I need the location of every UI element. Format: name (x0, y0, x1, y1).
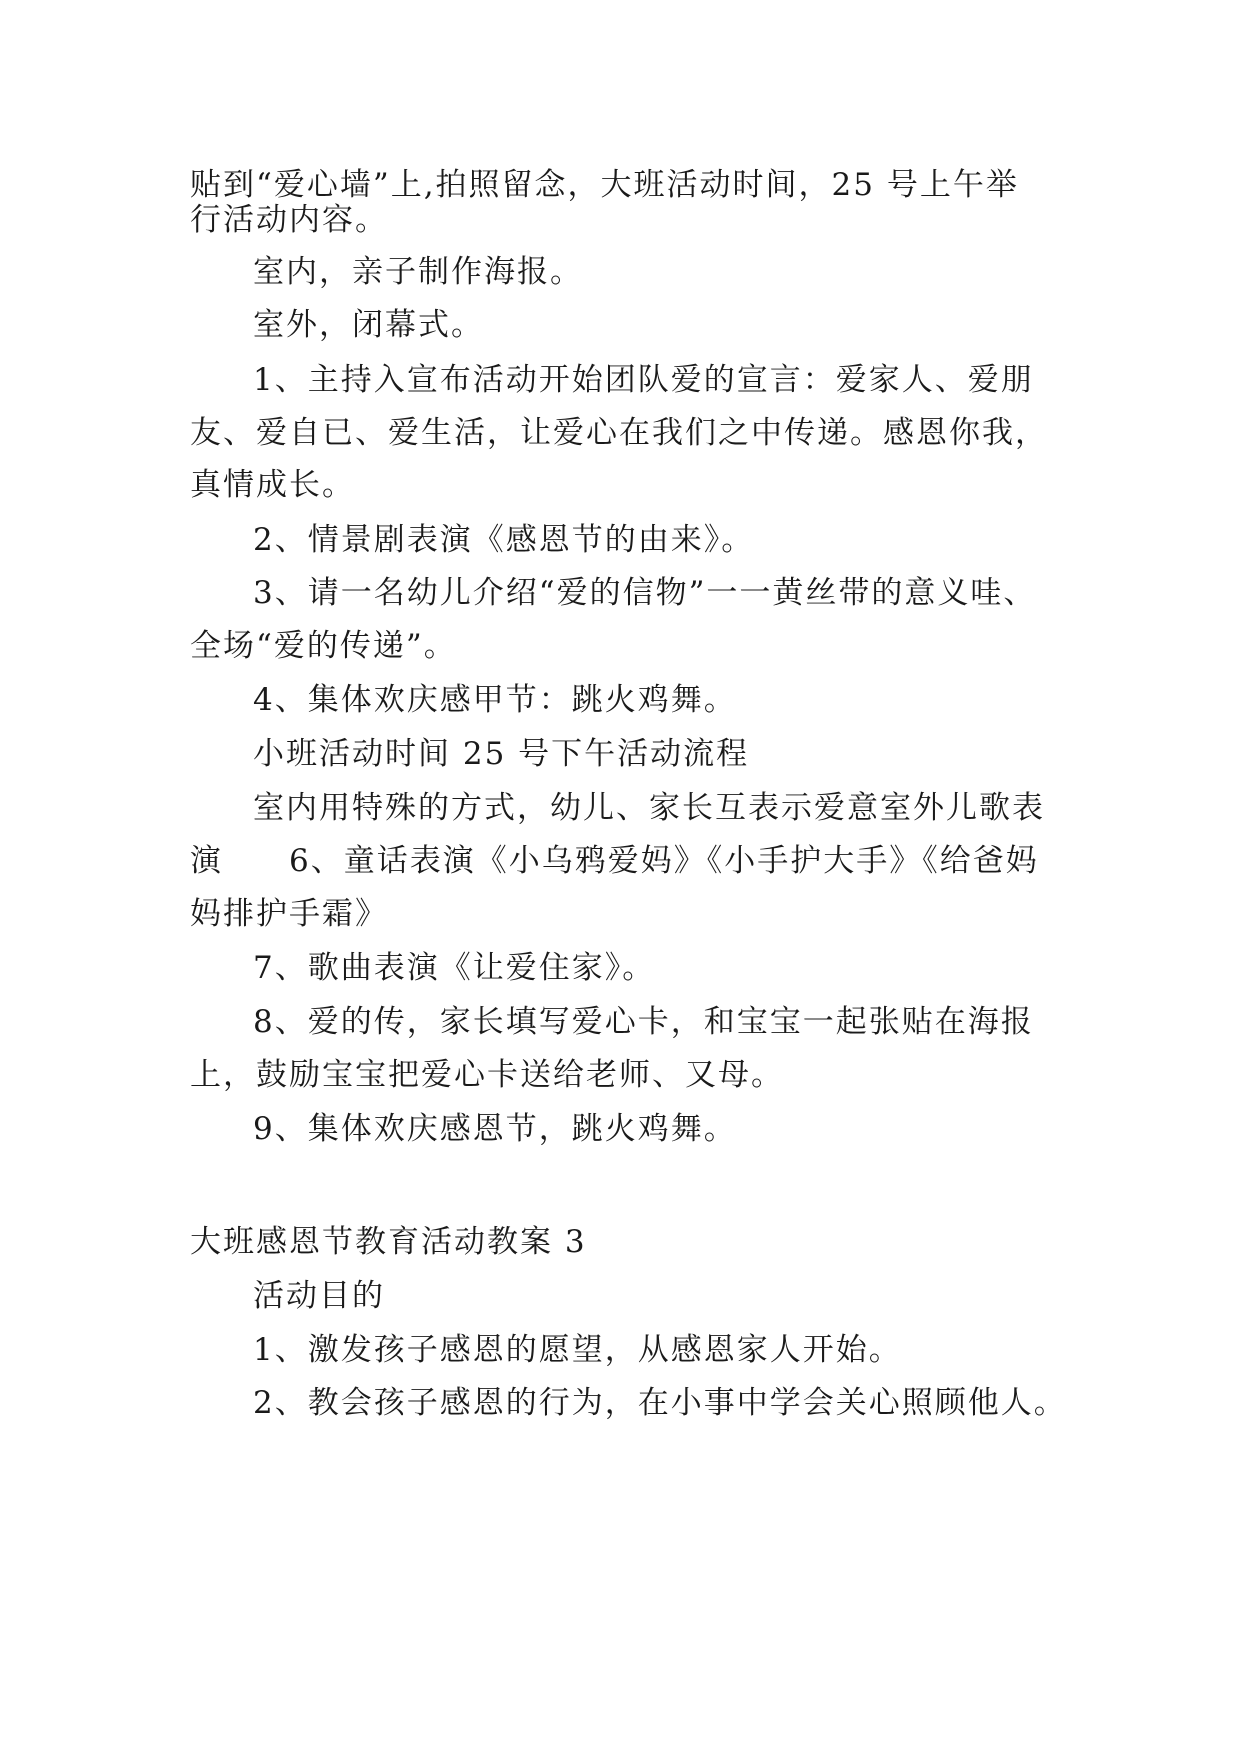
list-item: 9、集体欢庆感恩节，跳火鸡舞。 (253, 1111, 737, 1147)
paragraph-line: 贴到“爱心墙”上,拍照留念，大班活动时间，25 号上午举 (190, 167, 1019, 203)
list-item: 3、请一名幼儿介绍“爱的信物”一一黄丝带的意义哇、 (253, 575, 1037, 611)
list-item: 1、主持入宣布活动开始团队爱的宣言：爱家人、爱朋 (253, 362, 1034, 398)
paragraph-line: 室内用特殊的方式，幼儿、家长互表示爱意室外儿歌表 (253, 790, 1045, 826)
list-item: 2、教会孩子感恩的行为，在小事中学会关心照顾他人。 (253, 1385, 1067, 1421)
paragraph-line: 友、爱自已、爱生活，让爱心在我们之中传递。感恩你我， (190, 415, 1048, 451)
paragraph-line: 上，鼓励宝宝把爱心卡送给老师、又母。 (190, 1057, 784, 1093)
list-item: 1、激发孩子感恩的愿望，从感恩家人开始。 (253, 1332, 902, 1368)
paragraph-line: 室外，闭幕式。 (253, 307, 484, 343)
list-item: 7、歌曲表演《让爱住家》。 (253, 950, 656, 986)
paragraph-line: 小班活动时间 25 号下午活动流程 (253, 736, 750, 772)
list-item: 8、爱的传，家长填写爱心卡，和宝宝一起张贴在海报 (253, 1004, 1034, 1040)
subheading: 活动目的 (253, 1278, 385, 1314)
paragraph-line: 行活动内容。 (190, 202, 388, 238)
paragraph-line: 妈排护手霜》 (190, 896, 388, 932)
paragraph-line: 真情成长。 (190, 467, 355, 503)
paragraph-line: 全场“爱的传递”。 (190, 628, 457, 664)
paragraph-line: 演 6、童话表演《小乌鸦爱妈》《小手护大手》《给爸妈 (190, 843, 1039, 879)
paragraph-line: 室内，亲子制作海报。 (253, 254, 583, 290)
list-item: 4、集体欢庆感甲节：跳火鸡舞。 (253, 682, 737, 718)
list-item: 2、情景剧表演《感恩节的由来》。 (253, 522, 755, 558)
section-heading: 大班感恩节教育活动教案 3 (190, 1224, 587, 1260)
